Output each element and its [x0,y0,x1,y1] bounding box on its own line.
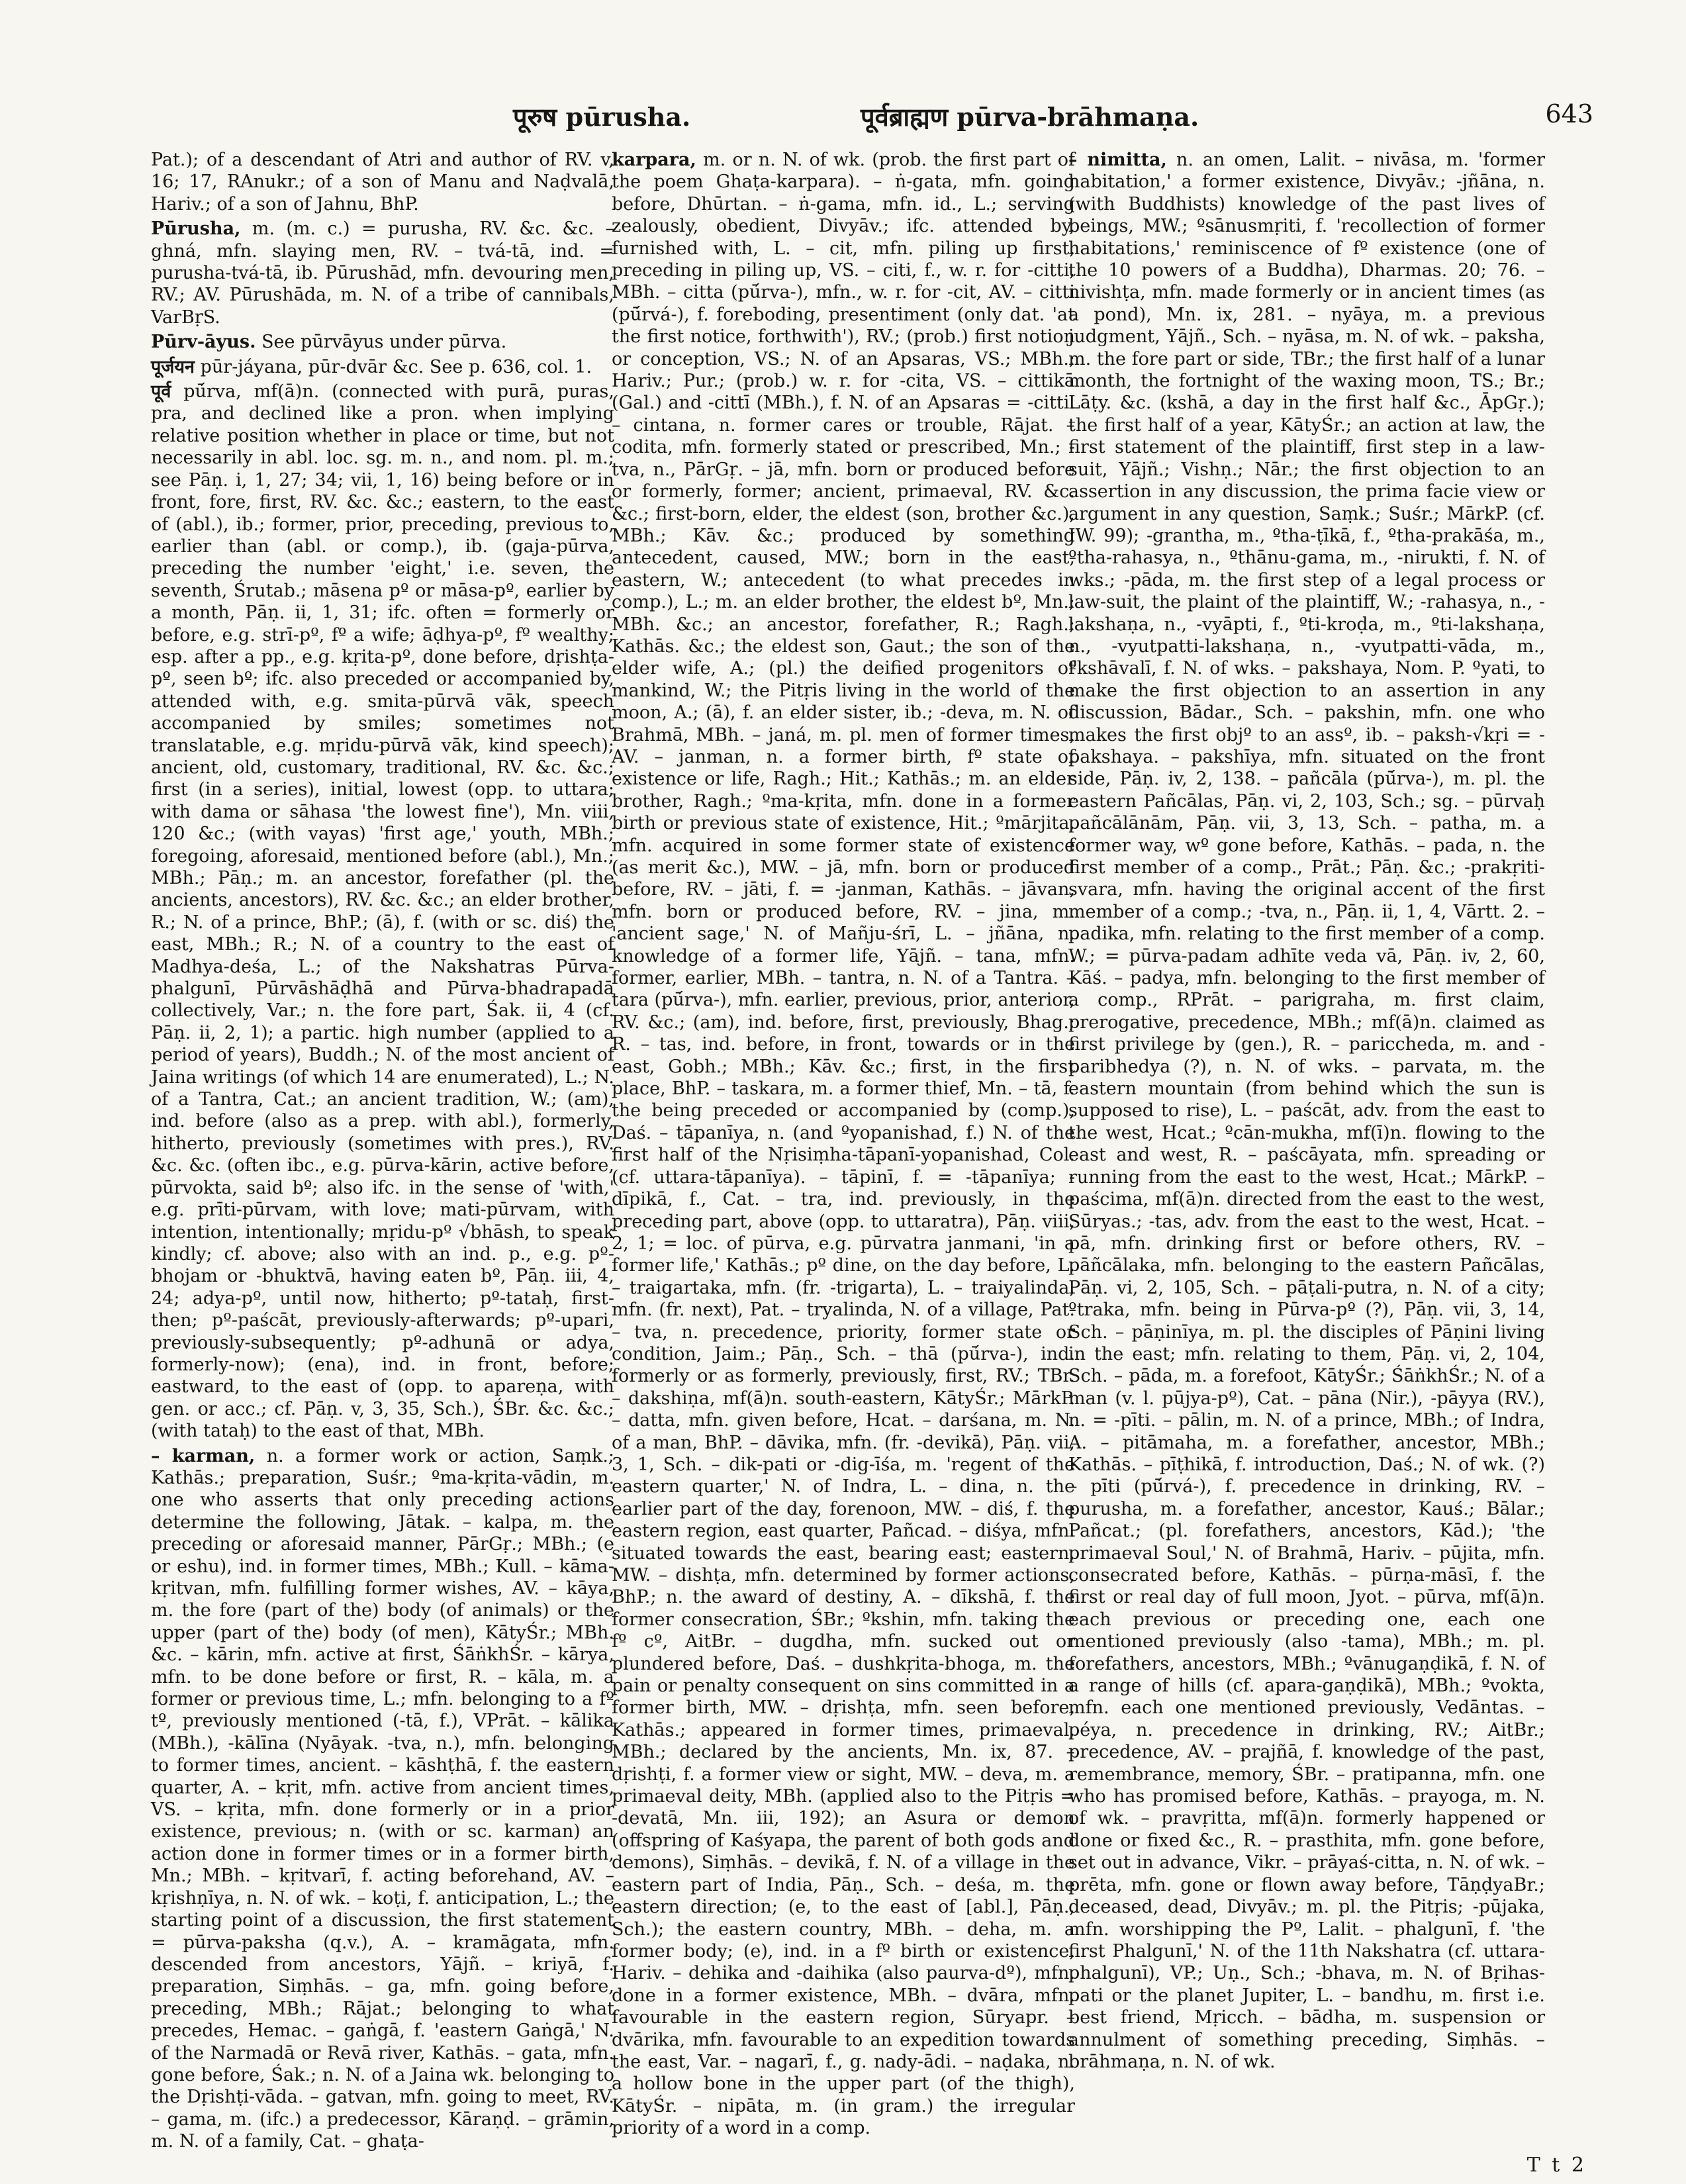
entry-headword: Pūrv-āyus. [151,332,256,353]
entry-headword: – karman, [151,1445,256,1466]
right-running-headword: पूर्वब्राह्मण pūrva-brāhmaṇa. [861,102,1199,132]
entry-headword: पूर्जयन [151,356,195,377]
entry-headword: karpara, [612,150,696,170]
signature-mark: T t 2 [1526,2154,1587,2177]
dictionary-entry [1068,149,1545,2073]
dictionary-entry [151,331,614,353]
column-1 [151,149,614,2156]
entry-body: n. a former work or action, Saṃk.; Kathās.; preparation, Suśr.; ºma-kṛita-vādin, m. one who asserts that only preceding actions determine the following, Jātak. – kalpa, m. the preceding or aforesaid manner, PārGṛ.; MBh.; (e or eshu), ind. in former times, MBh.; Kull. – kāma-kṛitvan, mfn. fulfilling former wishes, AV. – kāya, m. the fore (part of the) body (of animals) or the upper (part of the) body (of men), KātyŚr.; MBh. &c. – kārin, mfn. active at first, ŚāṅkhŚr. – kārya, mfn. to be done before or first, R. – kāla, m. a former or previous time, L.; mfn. belonging to a fº tº, previously mentioned (-tā, f.), VPrāt. – kālika (MBh.), -kālīna (Nyāyak. -tva, n.), mfn. belonging to former times, ancient. – kāshṭhā, f. the eastern quarter, A. – kṛit, mfn. active from ancient times, VS. – kṛita, mfn. done formerly or in a prior existence, previous; n. (with or sc. karman) an action done in former times or in a former birth, Mn.; MBh. – kṛitvarī, f. acting beforehand, AV. – kṛishṇīya, n. N. of wk. – koṭi, f. anticipation, L.; the starting point of a discussion, the first statement = pūrva-paksha (q.v.), A. – kramāgata, mfn. descended from ancestors, Yājñ. – kriyā, f. preparation, Siṃhās. – ga, mfn. going before, preceding, MBh.; Rājat.; belonging to what precedes, Hemac. – gaṅgā, f. 'eastern Gaṅgā,' N. of the Narmadā or Revā river, Kathās. – gata, mfn. gone before, Śak.; n. N. of a Jaina wk. belonging to the Dṛishṭi-vāda. – gatvan, mfn. going to meet, RV. – gama, m. (ifc.) a predecessor, Kāraṇḍ. – grāmin, m. N. of a family, Cat. – ghaṭa- [151,1445,614,2152]
entry-body: pū́rva, mf(ā)n. (connected with purā, puras, pra, and declined like a pron. when implying relative position whether in place or time, but not necessarily in abl. loc. sg. m. n., and nom. pl. m.; see Pāṇ. i, 1, 27; 34; vii, 1, 16) being before or in front, fore, first, RV. &c. &c.; eastern, to the east of (abl.), ib.; former, prior, preceding, previous to, earlier than (abl. or comp.), ib. (gaja-pūrva, preceding the number 'eight,' i.e. seven, the seventh, Śrutab.; māsena pº or māsa-pº, earlier by a month, Pāṇ. ii, 1, 31; ifc. often = formerly or before, e.g. strī-pº, fº a wife; āḍhya-pº, fº wealthy; esp. after a pp., e.g. kṛita-pº, done before, dṛishṭa-pº, seen bº; ifc. also preceded or accompanied by, attended with, e.g. smita-pūrvā vāk, speech accompanied by smiles; sometimes not translatable, e.g. mṛidu-pūrvā vāk, kind speech); ancient, old, customary, traditional, RV. &c. &c.; first (in a series), initial, lowest (opp. to uttara; with dama or sāhasa 'the lowest fine'), Mn. viii, 120 &c.; (with vayas) 'first age,' youth, MBh.; foregoing, aforesaid, mentioned before (abl.), Mn.; MBh.; Pāṇ.; m. an ancestor, forefather (pl. the ancients, ancestors), RV. &c. &c.; an elder brother, R.; N. of a prince, BhP.; (ā), f. (with or sc. diś) the east, MBh.; R.; N. of a country to the east of Madhya-deśa, L.; of the Nakshatras Pūrva-phalgunī, Pūrvāshāḍhā and Pūrva-bhadrapadā collectively, Var.; n. the fore part, Śak. ii, 4 (cf. Pāṇ. ii, 2, 1); a partic. high number (applied to a period of years), Buddh.; N. of the most ancient of Jaina writings (of which 14 are enumerated), L.; N. of a Tantra, Cat.; an ancient tradition, W.; (am), ind. before (also as a prep. with abl.), formerly, hitherto, previously (sometimes with pres.), RV. &c. &c. (often ibc., e.g. pūrva-kārin, active before, pūrvokta, said bº; also ifc. in the sense of 'with,' e.g. prīti-pūrvam, with love; mati-pūrvam, with intention, intentionally; mṛidu-pº √bhāsh, to speak kindly; cf. above; also with an ind. p., e.g. pº-bhojam or -bhuktvā, having eaten bº, Pāṇ. iii, 4, 24; adya-pº, until now, hitherto; pº-tataḥ, first-then; pº-paścāt, previously-afterwards; pº-upari, previously-subsequently; pº-adhunā or adya, formerly-now); (ena), ind. in front, before; eastward, to the east of (opp. to apareṇa, with gen. or acc.; cf. Pāṇ. v, 3, 35, Sch.), ŚBr. &c. &c.; (with tataḥ) to the east of that, MBh. [151,381,614,1442]
entry-body: n. an omen, Lalit. – nivāsa, m. 'former habitation,' a former existence, Divyāv.; -jñāna, n. (with Buddhists) knowledge of the past lives of beings, MW.; ºsānusmṛiti, f. 'recollection of former habitations,' reminiscence of fº existence (one of the 10 powers of a Buddha), Dharmas. 20; 76. – nivishṭa, mfn. made formerly or in ancient times (as a pond), Mn. ix, 281. – nyāya, m. a previous judgment, Yājñ., Sch. – nyāsa, m. N. of wk. – paksha, m. the fore part or side, TBr.; the first half of a lunar month, the fortnight of the waxing moon, TS.; Br.; Lāṭy. &c. (kshā, a day in the first half &c., ĀpGṛ.); the first half of a year, KātyŚr.; an action at law, the first statement of the plaintiff, first step in a law-suit, Yājñ.; Vishṇ.; Nār.; the first objection to an assertion in any discussion, the prima facie view or argument in any question, Saṃk.; Suśr.; MārkP. (cf. IW. 99); -grantha, m., ºtha-ṭīkā, f., ºtha-prakāśa, m., ºtha-rahasya, n., ºthānu-gama, m., -nirukti, f. N. of wks.; -pāda, m. the first step of a legal process or law-suit, the plaint of the plaintiff, W.; -rahasya, n., -lakshaṇa, n., -vyāpti, f., ºti-kroḍa, m., ºti-lakshaṇa, n., -vyutpatti-lakshaṇa, n., -vyutpatti-vāda, m., ºkshāvalī, f. N. of wks. – pakshaya, Nom. P. ºyati, to make the first objection to an assertion in any discussion, Bādar., Sch. – pakshin, mfn. one who makes the first objº to an assº, ib. – paksh-√kṛi = -pakshaya. – pakshīya, mfn. situated on the front side, Pāṇ. iv, 2, 138. – pañcāla (pū́rva-), m. pl. the eastern Pañcālas, Pāṇ. vi, 2, 103, Sch.; sg. – pūrvaḥ pañcālānām, Pāṇ. vii, 3, 13, Sch. – patha, m. a former way, wº gone before, Kathās. – pada, n. the first member of a comp., Prāt.; Pāṇ. &c.; -prakṛiti-svara, mfn. having the original accent of the first member of a comp.; -tva, n., Pāṇ. ii, 1, 4, Vārtt. 2. – padika, mfn. relating to the first member of a comp. W.; = pūrva-padam adhīte veda vā, Pāṇ. iv, 2, 60, Kāś. – padya, mfn. belonging to the first member of a comp., RPrāt. – parigraha, m. first claim, prerogative, precedence, MBh.; mf(ā)n. claimed as first privilege by (gen.), R. – pariccheda, m. and -paribhedya (?), n. N. of wks. – parvata, m. the eastern mountain (from behind which the sun is supposed to rise), L. – paścāt, adv. from the east to the west, Hcat.; ºcān-mukha, mf(ī)n. flowing to the east and west, R. – paścāyata, mfn. spreading or running from the east to the west, Hcat.; MārkP. – paścima, mf(ā)n. directed from the east to the west, Sūryas.; -tas, adv. from the east to the west, Hcat. – pā, mfn. drinking first or before others, RV. – pāñcālaka, mfn. belonging to the eastern Pañcālas, Pāṇ. vi, 2, 105, Sch. – pāṭali-putra, n. N. of a city; ºtraka, mfn. being in Pūrva-pº (?), Pāṇ. vii, 3, 14, Sch. – pāṇinīya, m. pl. the disciples of Pāṇini living in the east; mfn. relating to them, Pāṇ. vi, 2, 104, Sch. – pāda, m. a forefoot, KātyŚr.; ŚāṅkhŚr.; N. of a man (v. l. pūjya-pº), Cat. – pāna (Nir.), -pāyya (RV.), n. = -pīti. – pālin, m. N. of a prince, MBh.; of Indra, A. – pitāmaha, m. a forefather, ancestor, MBh.; Kathās. – pīṭhikā, f. introduction, Daś.; N. of wk. (?) – pīti (pū́rvá-), f. precedence in drinking, RV. – purusha, m. a forefather, ancestor, Kauś.; Bālar.; Pañcat.; (pl. forefathers, ancestors, Kād.); 'the primaeval Soul,' N. of Brahmā, Hariv. – pūjita, mfn. consecrated before, Kathās. – pūrṇa-māsī, f. the first or real day of full moon, Jyot. – pūrva, mf(ā)n. each previous or preceding one, each one mentioned previously (also -tama), MBh.; m. pl. forefathers, ancestors, MBh.; ºvānugaṇḍikā, f. N. of a range of hills (cf. apara-gaṇḍikā), MBh.; ºvokta, mfn. each one mentioned previously, Vedāntas. – péya, n. precedence in drinking, RV.; AitBr.; precedence, AV. – prajñā, f. knowledge of the past, remembrance, memory, ŚBr. – pratipanna, mfn. one who has promised before, Kathās. – prayoga, m. N. of wk. – pravṛitta, mf(ā)n. formerly happened or done or fixed &c., R. – prasthita, mfn. gone before, set out in advance, Vikr. – prāyaś-citta, n. N. of wk. – prēta, mfn. gone or flown away before, TāṇḍyaBr.; deceased, dead, Divyāv.; m. pl. the Pitṛis; -pūjaka, mfn. worshipping the Pº, Lalit. – phalgunī, f. 'the first Phalgunī,' N. of the 11th Nakshatra (cf. uttara-phalgunī), VP.; Uṇ., Sch.; -bhava, m. N. of Bṛihas-pati or the planet Jupiter, L. – bandhu, m. first i.e. best friend, Mṛicch. – bādha, m. suspension or annulment of something preceding, Siṃhās. – brāhmaṇa, n. N. of wk. [1068,150,1545,2072]
entry-headword: Pūrusha, [151,218,241,240]
entry-body: pūr-jáyana, pūr-dvār &c. See p. 636, col. 1. [200,356,592,377]
page-number: 643 [1545,99,1593,128]
page-header [146,99,1593,139]
entry-body: m. or n. N. of wk. (prob. the first part of the poem Ghaṭa-karpara). – ṅ-gata, mfn. going before, Dhūrtan. – ṅ-gama, mfn. id., L.; serving zealously, obedient, Divyāv.; ifc. attended by, furnished with, L. – cit, mfn. piling up first, preceding in piling up, VS. – citi, f., w. r. for -citti, MBh. – citta (pū́rva-), mfn., w. r. for -cit, AV. – citti (pū́rvá-), f. foreboding, presentiment (only dat. 'at the first notice, forthwith'), RV.; (prob.) first notion or conception, VS.; N. of an Apsaras, VS.; MBh.; Hariv.; Pur.; (prob.) w. r. for -cita, VS. – cittikā (Gal.) and -cittī (MBh.), f. N. of an Apsaras = -citti. – cintana, n. former cares or trouble, Rājat. – codita, mfn. formerly stated or prescribed, Mn.; -tva, n., PārGṛ. – jā, mfn. born or produced before or formerly, former; ancient, primaeval, RV. &c. &c.; first-born, elder, the eldest (son, brother &c.), MBh.; Kāv. &c.; produced by something antecedent, caused, MW.; born in the east, eastern, W.; antecedent (to what precedes in comp.), L.; m. an elder brother, the eldest bº, Mn.; MBh. &c.; an ancestor, forefather, R.; Ragh.; Kathās. &c.; the eldest son, Gaut.; the son of the elder wife, A.; (pl.) the deified progenitors of mankind, W.; the Pitṛis living in the world of the moon, A.; (ā), f. an elder sister, ib.; -deva, m. N. of Brahmā, MBh. – janá, m. pl. men of former times, AV. – janman, n. a former birth, fº state of existence or life, Ragh.; Hit.; Kathās.; m. an elder brother, Ragh.; ºma-kṛita, mfn. done in a former birth or previous state of existence, Hit.; ºmārjita, mfn. acquired in some former state of existence (as merit &c.), MW. – jā, mfn. born or produced before, RV. – jāti, f. = -janman, Kathās. – jāvan, mfn. born or produced before, RV. – jina, m. 'ancient sage,' N. of Mañju-śrī, L. – jñāna, n. knowledge of a former life, Yājñ. – tana, mfn. former, earlier, MBh. – tantra, n. N. of a Tantra. – tara (pū́rva-), mfn. earlier, previous, prior, anterior, RV. &c.; (am), ind. before, first, previously, Bhag.; R. – tas, ind. before, in front, towards or in the east, Gobh.; MBh.; Kāv. &c.; first, in the first place, BhP. – taskara, m. a former thief, Mn. – tā, f. the being preceded or accompanied by (comp.), Daś. – tāpanīya, n. (and ºyopanishad, f.) N. of the first half of the Nṛisiṃha-tāpanī-yopanishad, Col. (cf. uttara-tāpanīya). – tāpinī, f. = -tāpanīya; -dīpikā, f., Cat. – tra, ind. previously, in the preceding part, above (opp. to uttaratra), Pāṇ. viii, 2, 1; = loc. of pūrva, e.g. pūrvatra janmani, 'in a former life,' Kathās.; pº dine, on the day before, L. – traigartaka, mfn. (fr. -trigarta), L. – traiyalinda, mfn. (fr. next), Pat. – tryalinda, N. of a village, Pat. – tva, n. precedence, priority, former state or condition, Jaim.; Pāṇ., Sch. – thā (pū́rva-), ind. formerly or as formerly, previously, first, RV.; TBr. – dakshiṇa, mf(ā)n. south-eastern, KātyŚr.; MārkP. – datta, mfn. given before, Hcat. – darśana, m. N. of a man, BhP. – dāvika, mfn. (fr. -devikā), Pāṇ. vii, 3, 1, Sch. – dik-pati or -dig-īśa, m. 'regent of the eastern quarter,' N. of Indra, L. – dina, n. the earlier part of the day, forenoon, MW. – diś, f. the eastern region, east quarter, Pañcad. – diśya, mfn. situated towards the east, bearing east; eastern, MW. – dishṭa, mfn. determined by former actions, BhP.; n. the award of destiny, A. – dīkshā, f. the former consecration, ŚBr.; ºkshin, mfn. taking the fº cº, AitBr. – dugdha, mfn. sucked out or plundered before, Daś. – dushkṛita-bhoga, m. the pain or penalty consequent on sins committed in a former birth, MW. – dṛishṭa, mfn. seen before, Kathās.; appeared in former times, primaeval, MBh.; declared by the ancients, Mn. ix, 87. – dṛishṭi, f. a former view or sight, MW. – deva, m. a primaeval deity, MBh. (applied also to the Pitṛis = -devatā, Mn. iii, 192); an Asura or demon (offspring of Kaśyapa, the parent of both gods and demons), Siṃhās. – devikā, f. N. of a village in the eastern part of India, Pāṇ., Sch. – deśa, m. the eastern direction; (e, to the east of [abl.], Pāṇ., Sch.); the eastern country, MBh. – deha, m. a former body; (e), ind. in a fº birth or existence, Hariv. – dehika and -daihika (also paurva-dº), mfn. done in a former existence, MBh. – dvāra, mfn. favourable in the eastern region, Sūryapr. – dvārika, mfn. favourable to an expedition towards the east, Var. – nagarī, f., g. nady-ādi. – naḍaka, n. a hollow bone in the upper part (of the thigh), KātyŚr. – nipāta, m. (in gram.) the irregular priority of a word in a comp. [612,150,1076,2139]
dictionary-entry [151,381,614,1443]
dictionary-entry [151,356,614,378]
entry-headword: पूर्व [151,381,171,403]
dictionary-entry [612,149,1075,2140]
left-running-headword: पूरुष pūrusha. [513,102,691,132]
entry-body: Pat.); of a descendant of Atri and author of RV. v, 16; 17, RAnukr.; of a son of Manu and Naḍvalā, Hariv.; of a son of Jahnu, BhP. [151,150,614,214]
entry-body: m. (m. c.) = purusha, RV. &c. &c. – ghná, mfn. slaying men, RV. – tvá-tā, ind. = purusha-tvá-tā, ib. Pūrushād, mfn. devouring men, RV.; AV. Pūrushāda, m. N. of a tribe of cannibals, VarBṛS. [151,218,614,328]
dictionary-entry [151,218,614,328]
dictionary-entry [151,1445,614,2153]
column-2 [612,149,1075,2142]
column-3 [1068,149,1545,2075]
entry-body: See pūrvāyus under pūrva. [261,332,507,353]
entry-headword: – nimitta, [1068,150,1167,170]
dictionary-entry [151,149,614,215]
